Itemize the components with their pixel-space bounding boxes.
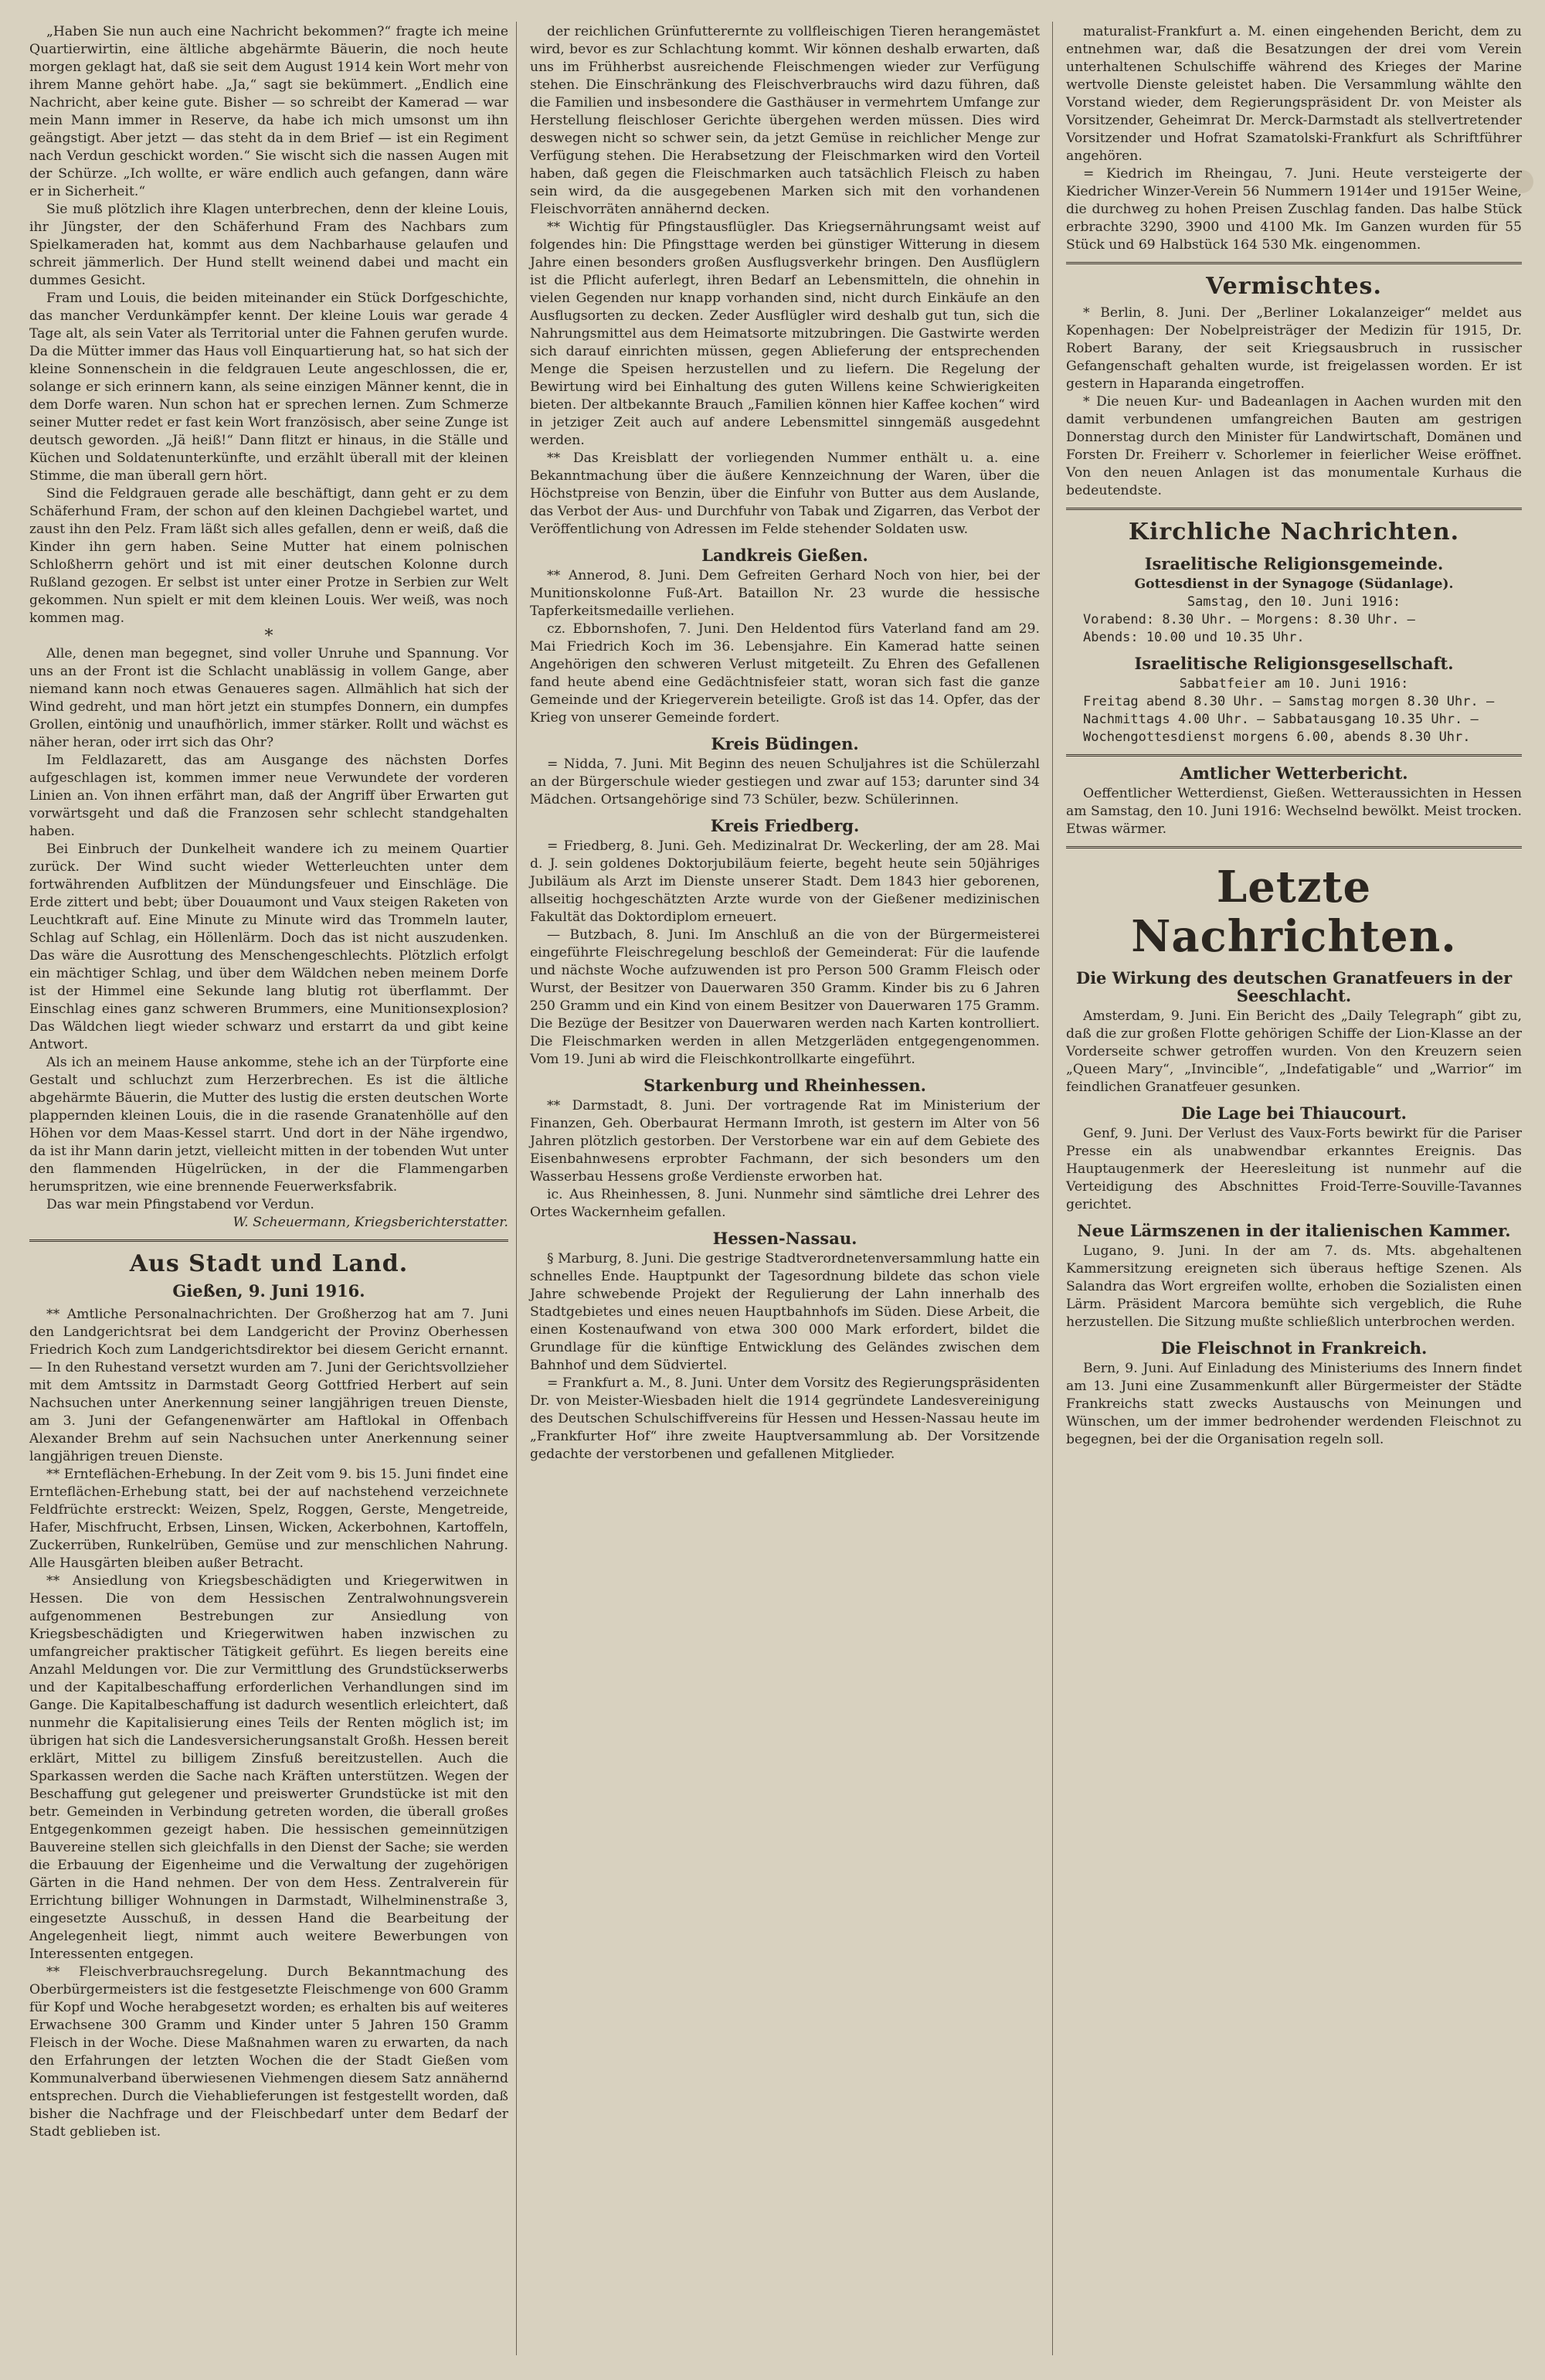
news-item: = Kiedrich im Rheingau, 7. Juni. Heute versteigerte der Kiedricher Winzer-Verein 56 Nummern 1914er und 1915er Weine, die durchweg zu hohen Preisen Zuschlag fanden. Das halbe Stück erbrachte 3290, 3900 und 4100 Mk. Im Ganzen wurden für 55 Stück und 69 Halbstück 164 530 Mk. eingenommen. [1066,166,1522,253]
news-item: ** Das Kreisblatt der vorliegenden Nummer enthält u. a. eine Bekanntmachung über die äußere Kennzeichnung der Waren, über die Höchstpreise von Benzin, über die Einfuhr von Butter aus dem Auslande, das Verbot der Aus- und Durchfuhr von Tabak und Zigarren, das Verbot der Veröffentlichung von Adressen im Felde stehender Soldaten usw. [530,450,1040,537]
news-item: ** Amtliche Personalnachrichten. Der Großherzog hat am 7. Juni den Landgerichtsrat bei dem Landgericht der Provinz Oberhessen Friedrich Koch zum Landgerichtsdirektor bei diesem Gericht ernannt. — In den Ruhestand versetzt wurden am 7. Juni der Gerichtsvollzieher mit dem Amtssitz in Darmstadt Georg Gottfried Herbert auf sein Nachsuchen unter Anerkennung seiner langjährigen treuen Dienste, am 3. Juni der Gefangenenwärter am Haftlokal in Offenbach Alexander Brehm auf sein Nachsuchen unter Anerkennung seiner langjährigen treuen Dienste. [29,1307,508,1464]
news-item: Genf, 9. Juni. Der Verlust des Vaux-Forts bewirkt für die Pariser Presse ein als unabwendbar erkanntes Ereignis. Das Hauptaugenmerk der Heeresleitung ist nunmehr auf die Verteidigung des Abschnittes Froid-Terre-Souville-Tavannes gerichtet. [1066,1126,1522,1212]
divider [1066,754,1522,756]
region-heading: Hessen-Nassau. [712,1229,857,1248]
news-item: ** Ansiedlung von Kriegsbeschädigten und Kriegerwitwen in Hessen. Die von dem Hessischen Zentralwohnungsverein aufgenommenen Bestrebungen zur Ansiedlung von Kriegsbeschädigten und Kriegerwitwen haben inzwischen zu umfangreicher praktischer Tätigkeit geführt. Es liegen bereits eine Anzahl Meldungen vor. Die zur Vermittlung des Grundstückserwerbs und der Kapitalbeschaffung erforderlichen Verhandlungen sind im Gange. Die Kapitalbeschaffung ist dadurch wesentlich erleichtert, daß nunmehr die Kapitalisierung eines Teils der Renten möglich ist; im übrigen hat sich die Landesversicherungsanstalt Großh. Hessen bereit erklärt, Mittel zu billigem Zinsfuß bereitzustellen. Auch die Sparkassen werden die Sache nach Kräften unterstützen. Wegen der Beschaffung gut gelegener und preiswerter Grundstücke ist mit den betr. Gemeinden in Verbindung getreten worden, die überall großes Entgegenkommen gezeigt haben. Die hessischen gemeinnützigen Bauvereine stellen sich gleichfalls in den Dienst der Sache; sie werden die Erbauung der Eigenheime und die Verwaltung der zugehörigen Gärten in die Hand nehmen. Der von dem Hess. Zentralverein für Errichtung billiger Wohnungen in Darmstadt, Wilhelminenstraße 3, eingesetzte Ausschuß, in dessen Hand die Bearbeitung der Angelegenheit liegt, nimmt auch weitere Bewerbungen von Interessenten entgegen. [29,1573,508,1962]
column-1 [29,23,508,2141]
news-item: ** Wichtig für Pfingstausflügler. Das Kriegsernährungsamt weist auf folgendes hin: Die Pfingsttage werden bei günstiger Witterung in diesem Jahre einen besonders großen Ausflugsverkehr bringen. Den Ausflüglern ist die Pflicht auferlegt, ihren Bedarf an Lebensmitteln, die ohnehin in vielen Gegenden nur knapp vorhanden sind, nicht durch Einkäufe an den Ausflugsorten zu decken. Zeder Ausflügler wird deshalb gut tun, sich die Nahrungsmittel aus dem Heimatsorte mitzubringen. Die Gastwirte werden sich darauf einrichten müssen, gegen Ablieferung der entsprechenden Menge die Speisen herzustellen und zu liefern. Die Regelung der Bewirtung wird bei Einhaltung des guten Willens keine Schwierigkeiten bieten. Der altbekannte Brauch „Familien können hier Kaffee kochen“ wird in jetziger Zeit auch auf andere Lebensmittel sinngemäß ausgedehnt werden. [530,219,1040,448]
article-paragraph: „Haben Sie nun auch eine Nachricht bekommen?“ fragte ich meine Quartierwirtin, eine ältliche abgehärmte Bäuerin, die noch heute morgen geklagt hat, daß sie seit dem August 1914 kein Wort mehr von ihrem Manne gehört habe. „Ja,“ sagt sie bekümmert. „Endlich eine Nachricht, aber keine gute. Bisher — so schreibt der Kamerad — war mein Mann immer in Reserve, da habe ich mich umsonst um ihn geängstigt. Aber jetzt — das steht da in dem Brief — ist ein Regiment nach Verdun geschickt worden.“ Sie wischt sich die nassen Augen mit der Schürze. „Ich wollte, er wäre endlich auch gefangen, dann wäre er in Sicherheit.“ [29,24,508,199]
section-title: Aus Stadt und Land. [129,1250,409,1277]
news-item: cz. Ebbornshofen, 7. Juni. Den Heldentod fürs Vaterland fand am 29. Mai Friedrich Koch im 36. Lebensjahre. Ein Kamerad hatte seinen Angehörigen den schweren Verlust mitgeteilt. Zu Ehren des Gefallenen fand heute abend eine Gedächtnisfeier statt, woran sich fast die ganze Gemeinde und der Kriegerverein beteiligte. Groß ist das 14. Opfer, das der Krieg von unserer Gemeinde fordert. [530,621,1040,726]
section-title-kirchliche: Kirchliche Nachrichten. [1128,518,1460,546]
service-date: Sabbatfeier am 10. Juni 1916: [1179,676,1409,692]
news-item: Amsterdam, 9. Juni. Ein Bericht des „Daily Telegraph“ gibt zu, daß die zur großen Flotte gehörigen Schiffe der Lion-Klasse an der Vorderseite schwer getroffen wurden. Von den Kreuzern seien „Queen Mary“, „Invincible“, „Indefatigable“ und „Warrior“ im feindlichen Granatfeuer gesunken. [1066,1008,1522,1095]
news-headline: Die Lage bei Thiaucourt. [1181,1103,1407,1123]
column-2 [530,23,1040,1464]
article-paragraph: Als ich an meinem Hause ankomme, stehe ich an der Türpforte eine Gestalt und schluchzt zum Herzerbrechen. Es ist die ältliche abgehärmte Bäuerin, die Mutter des lustig die ersten deutschen Worte plappernden kleinen Louis, die in die rasende Granatenhölle auf den Höhen vor dem Maas-Kessel starrt. Und dort in der Nähe irgendwo, da ist ihr Mann darin jetzt, vielleicht mitten in der tobenden Wut unter den flammenden Hügelrücken, in der die Flammengarben herumspritzen, wie eine brennende Feuerwerksfabrik. [29,1055,508,1195]
news-item: ** Ernteflächen-Erhebung. In der Zeit vom 9. bis 15. Juni findet eine Ernteflächen-Erhebung statt, bei der auf nachstehend verzeichnete Feldfrüchte erstreckt: Weizen, Spelz, Roggen, Gerste, Mengetreide, Hafer, Mischfrucht, Erbsen, Linsen, Wicken, Ackerbohnen, Kartoffeln, Zuckerrüben, Runkelrüben, Gemüse und zur menschlichen Nahrung. Alle Hausgärten bleiben außer Betracht. [29,1467,508,1571]
news-item: * Die neuen Kur- und Badeanlagen in Aachen wurden mit den damit verbundenen umfangreichen Bauten am gestrigen Donnerstag durch den Minister für Landwirtschaft, Domänen und Forsten Dr. Freiherr v. Schorlemer in feierlicher Weise eröffnet. Von den neuen Anlagen ist das monumentale Kurhaus die bedeutendste. [1066,394,1522,498]
news-item: = Nidda, 7. Juni. Mit Beginn des neuen Schuljahres ist die Schülerzahl an der Bürgerschule wieder gestiegen und zwar auf 153; darunter sind 34 Mädchen. Ortsangehörige sind 73 Schüler, bezw. Schülerinnen. [530,756,1040,808]
section-star: * [264,627,273,646]
news-item: ** Fleischverbrauchsregelung. Durch Bekanntmachung des Oberbürgermeisters ist die festgesetzte Fleischmenge von 600 Gramm für Kopf und Woche herabgesetzt worden; es erhalten bis auf weiteres Erwachsene 300 Gramm und Kinder unter 5 Jahren 150 Gramm Fleisch in der Woche. Diese Maßnahmen waren zu erwarten, da nach den Erfahrungen der letzten Wochen die der Stadt Gießen vom Kommunalverband überwiesenen Viehmengen diesem Satz annähernd entsprechen. Durch die Viehablieferungen ist festgestellt worden, daß bisher die Nachfrage und der Fleischbedarf unter dem Bedarf der Stadt geblieben ist. [29,1964,508,2140]
news-headline: Die Fleischnot in Frankreich. [1160,1338,1428,1358]
service-times: Freitag abend 8.30 Uhr. — Samstag morgen 8.30 Uhr. — [1083,694,1495,709]
service-location: Gottesdienst in der Synagoge (Südanlage). [1134,576,1454,592]
divider [1066,508,1522,510]
article-paragraph: Sie muß plötzlich ihre Klagen unterbrechen, denn der kleine Louis, ihr Jüngster, der den Schäferhund Fram des Nachbars zum Spielkameraden hat, kommt aus dem Nachbarhause gelaufen und schreit jämmerlich. Der Hund stellt weinend dabei und macht ein dummes Gesicht. [29,202,508,288]
section-title-vermischtes: Vermischtes. [1206,273,1382,300]
divider [1066,846,1522,848]
region-heading: Kreis Friedberg. [710,816,860,835]
section-title-letzte-nachrichten: Letzte Nachrichten. [1131,862,1457,962]
divider [29,1239,508,1242]
column-rule-right [1052,22,1053,2355]
article-paragraph: Alle, denen man begegnet, sind voller Unruhe und Spannung. Vor uns an der Front ist die Schlacht unablässig in vollem Gange, aber niemand kann noch etwas Genaueres sagen. Allmählich hat sich der Wind gedreht, und man hört jetzt ein stumpfes Donnern, ein dumpfes Grollen, eintönig und unaufhörlich, immer stärker. Rollt und wächst es näher heran, oder irrt sich das Ohr? [29,646,508,750]
news-item: * Berlin, 8. Juni. Der „Berliner Lokalanzeiger“ meldet aus Kopenhagen: Der Nobelpreisträger der Medizin für 1915, Dr. Robert Barany, der seit Kriegsausbruch in russischer Gefangenschaft gehalten wurde, ist freigelassen worden. Er ist gestern in Haparanda eingetroffen. [1066,305,1522,392]
news-item: Lugano, 9. Juni. In der am 7. ds. Mts. abgehaltenen Kammersitzung ereigneten sich überaus heftige Szenen. Als Salandra das Wort ergreifen wollte, erhoben die Sozialisten einen Lärm. Präsident Marcora bemühte sich vergeblich, die Ruhe herzustellen. Die Sitzung mußte schließlich unterbrochen werden. [1066,1243,1522,1330]
news-item: = Friedberg, 8. Juni. Geh. Medizinalrat Dr. Weckerling, der am 28. Mai d. J. sein goldenes Doktorjubiläum feierte, begeht heute sein 50jähriges Jubiläum als Arzt im Dienste unserer Stadt. Dem 1843 hier geborenen, allseitig hochgeschätzten Arzte wurde von der Gießener medizinischen Fakultät das Doktordiplom erneuert. [530,838,1040,925]
news-item: = Frankfurt a. M., 8. Juni. Unter dem Vorsitz des Regierungspräsidenten Dr. von Meister-Wiesbaden hielt die 1914 gegründete Landesvereinigung des Deutschen Schulschiffvereins für Hessen und Hessen-Nassau heute im „Frankfurter Hof“ ihre zweite Hauptversammlung ab. Der Vorsitzende gedachte der verstorbenen und gefallenen Mitglieder. [530,1375,1040,1462]
news-item: — Butzbach, 8. Juni. Im Anschluß an die von der Bürgermeisterei eingeführte Fleischregelung beschloß der Gemeinderat: Für die laufende und nächste Woche aufzuwenden ist pro Person 500 Gramm Fleisch oder Wurst, der Besitzer von Dauerwaren 350 Gramm. Kinder bis zu 6 Jahren 250 Gramm und ein Kind von einem Besitzer von Dauerwaren 175 Gramm. Die Bezüge der Besitzer von Dauerwaren werden nach Karten kontrolliert. Die Fleischmarken werden in allen Metzgerläden entgegengenommen. Vom 19. Juni ab wird die Fleischkontrollkarte eingeführt. [530,927,1040,1067]
article-paragraph: Fram und Louis, die beiden miteinander ein Stück Dorfgeschichte, das mancher Verdunkämpfer kennt. Der kleine Louis war gerade 4 Tage alt, als sein Vater als Territorial unter die Fahnen gerufen wurde. Da die Mütter immer das Haus voll Einquartierung hat, so hat sich der kleine Sonnenschein in die feldgrauen Leute angeschlossen, die er, solange er sich erinnern kann, als seine einzigen Männer kennt, die in dem Dorfe waren. Nun schon hat er sprechen lernen. Zum Schmerze seiner Mutter redet er fast kein Wort französisch, aber seine Zunge ist deutsch geworden. „Jä heiß!“ Dann flitzt er hinaus, in die Ställe und Küchen und Soldatenunterkünfte, und erzählt überall mit der kleinen Stimme, die man überall gern hört. [29,291,508,484]
author-signature: W. Scheuermann, Kriegsberichterstatter. [233,1215,508,1230]
article-paragraph: Im Feldlazarett, das am Ausgange des nächsten Dorfes aufgeschlagen ist, kommen immer neue Verwundete der vorderen Linien an. Von ihnen erfährt man, daß der Angriff über Erwarten gut vorwärtsgeht und daß die Franzosen sehr schlecht standgehalten haben. [29,753,508,839]
congregation-heading: Israelitische Religionsgesellschaft. [1134,654,1454,673]
dateline: Gießen, 9. Juni 1916. [172,1281,365,1300]
congregation-heading: Israelitische Religionsgemeinde. [1144,554,1444,573]
service-times: Vorabend: 8.30 Uhr. — Morgens: 8.30 Uhr. — [1083,612,1415,627]
region-heading: Starkenburg und Rheinhessen. [643,1076,926,1095]
column-3 [1066,23,1522,1449]
article-paragraph: Bei Einbruch der Dunkelheit wandere ich zu meinem Quartier zurück. Der Wind sucht wieder Wetterleuchten unter dem fortwährenden Aufblitzen der Mündungsfeuer und Einschläge. Die Erde zittert und bebt; über Douaumont und Vaux steigen Raketen von Leuchtkraft auf. Eine Minute zu Minute wird das Trommeln lauter, Schlag auf Schlag, ein Höllenlärm. Doch das ist nicht auszudenken. Das wäre die Ausrottung des Menschengeschlechts. Plötzlich erfolgt ein mächtiger Schlag, und über dem Wäldchen neben meinem Dorfe ist der Himmel eine Sekunde lang blutig rot überflammt. Der Einschlag eines ganz schweren Brummers, eine Munitionsexplosion? Das Wäldchen liegt wieder schwarz und erstarrt da und gibt keine Antwort. [29,842,508,1052]
service-times: Abends: 10.00 und 10.35 Uhr. [1083,630,1305,645]
service-times: Wochengottesdienst morgens 6.00, abends 8.30 Uhr. [1083,729,1471,745]
news-headline: Die Wirkung des deutschen Granatfeuers in der Seeschlacht. [1075,968,1513,1005]
news-item: ** Darmstadt, 8. Juni. Der vortragende Rat im Ministerium der Finanzen, Geh. Oberbaurat Hermann Imroth, ist gestern im Alter von 56 Jahren plötzlich gestorben. Der Verstorbene war ein auf dem Gebiete des Eisenbahnwesens erprobter Fachmann, der sich besonders um den Wasserbau Hessens große Verdienste erworben hat. [530,1098,1040,1185]
news-item: § Marburg, 8. Juni. Die gestrige Stadtverordnetenversammlung hatte ein schnelles Ende. Hauptpunkt der Tagesordnung bildete das schon viele Jahre schwebende Projekt der Regulierung der Lahn innerhalb des Stadtgebietes und eines neuen Hauptbahnhofs im Süden. Diese Arbeit, die einen Kostenaufwand von etwa 300 000 Mark erfordert, bildet die Grundlage für die künftige Entwicklung des Geländes zwischen dem Bahnhof und dem Südviertel. [530,1251,1040,1373]
news-item: Bern, 9. Juni. Auf Einladung des Ministeriums des Innern findet am 13. Juni eine Zusammenkunft aller Bürgermeister der Städte Frankreichs statt zwecks Austauschs von Meinungen und Wünschen, um der immer bedrohender werdenden Fleischnot zu begegnen, bei der die Organisation regeln soll. [1066,1361,1522,1447]
article-paragraph: maturalist-Frankfurt a. M. einen eingehenden Bericht, dem zu entnehmen war, daß die Besatzungen der drei vom Verein unterhaltenen Schulschiffe während des Krieges der Marine wertvolle Dienste geleistet haben. Die Versammlung wählte den Vorstand wieder, dem Regierungspräsident Dr. von Meister als Vorsitzender, Geheimrat Dr. Merck-Darmstadt als stellvertretender Vorsitzender und Hofrat Szamatolski-Frankfurt als Schriftführer angehören. [1066,24,1522,164]
article-paragraph: Sind die Feldgrauen gerade alle beschäftigt, dann geht er zu dem Schäferhund Fram, der schon auf den kleinen Dachgiebel wartet, und zaust ihn den Pelz. Fram läßt sich alles gefallen, denn er weiß, daß die Kinder ihn gern haben. Seine Mutter hat einem polnischen Schloßherrn gehört und ist mit einer deutschen Kolonne durch Rußland gezogen. Er selbst ist unter einer Protze in Serbien zur Welt gekommen. Nun spielt er mit dem kleinen Louis. Wer weiß, was noch kommen mag. [29,486,508,626]
news-headline: Neue Lärmszenen in der italienischen Kammer. [1077,1221,1511,1240]
service-date: Samstag, den 10. Juni 1916: [1187,594,1401,610]
news-item: ic. Aus Rheinhessen, 8. Juni. Nunmehr sind sämtliche drei Lehrer des Ortes Wackernheim gefallen. [530,1187,1040,1220]
section-title-wetter: Amtlicher Wetterbericht. [1180,763,1408,783]
paper-stain [1510,170,1533,193]
article-paragraph: der reichlichen Grünfutterernte zu vollfleischigen Tieren herangemästet wird, bevor es zur Schlachtung kommt. Wir können deshalb erwarten, daß uns im Frühherbst ausreichende Fleischmengen wieder zur Verfügung stehen. Die Einschränkung des Fleischverbrauchs wird dazu führen, daß die Familien und insbesondere die Gasthäuser in vermehrtem Umfange zur Herstellung fleischloser Gerichte übergehen werden müssen. Dies wird deswegen nicht so schwer sein, da jetzt Gemüse in reichlicher Menge zur Verfügung stehen. Die Herabsetzung der Fleischmarken wird den Vorteil haben, daß gegen die Fleischmarken auch tatsächlich Fleisch zu haben sein wird, da die ausgegebenen Marken sich mit den vorhandenen Fleischvorräten annähernd decken. [530,24,1040,217]
news-item: ** Annerod, 8. Juni. Dem Gefreiten Gerhard Noch von hier, bei der Munitionskolonne Fuß-Art. Bataillon Nr. 23 wurde die hessische Tapferkeitsmedaille verliehen. [530,568,1040,619]
service-times: Nachmittags 4.00 Uhr. — Sabbatausgang 10.35 Uhr. — [1083,712,1479,727]
weather-report: Oeffentlicher Wetterdienst, Gießen. Wetteraussichten in Hessen am Samstag, den 10. Juni 1916: Wechselnd bewölkt. Meist trocken. Etwas wärmer. [1066,786,1522,837]
article-paragraph: Das war mein Pfingstabend vor Verdun. [46,1197,314,1212]
column-rule-left [516,22,517,2355]
divider [1066,262,1522,264]
region-heading: Landkreis Gießen. [701,546,868,565]
region-heading: Kreis Büdingen. [711,734,859,753]
